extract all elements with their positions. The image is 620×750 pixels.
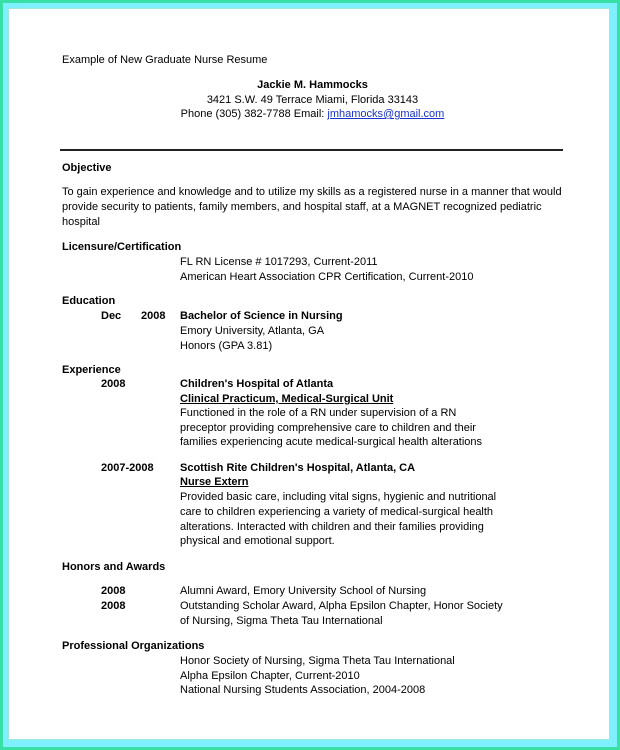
objective-heading: Objective — [62, 162, 112, 174]
candidate-name: Jackie M. Hammocks — [257, 79, 368, 91]
job-description-line: preceptor providing comprehensive care to children and their — [180, 422, 476, 434]
licensure-heading: Licensure/Certification — [62, 241, 182, 253]
header-divider — [60, 149, 563, 151]
licensure-item: FL RN License # 1017293, Current-2011 — [180, 256, 378, 268]
email-link[interactable]: jmhamocks@gmail.com — [327, 108, 445, 120]
organizations-heading: Professional Organizations — [62, 640, 205, 652]
organization-item: Honor Society of Nursing, Sigma Theta Tau International — [180, 655, 455, 667]
education-degree: Bachelor of Science in Nursing — [180, 310, 343, 322]
award-line: of Nursing, Sigma Theta Tau International — [180, 615, 383, 627]
job-date: 2008 — [101, 378, 126, 390]
education-year: 2008 — [141, 310, 166, 322]
job-role: Clinical Practicum, Medical-Surgical Unit — [180, 393, 394, 405]
job-organization: Scottish Rite Children's Hospital, Atlanta, CA — [180, 462, 416, 474]
document-title: Example of New Graduate Nurse Resume — [62, 54, 268, 66]
licensure-item: American Heart Association CPR Certification, Current-2010 — [180, 271, 474, 283]
education-school: Emory University, Atlanta, GA — [180, 325, 325, 337]
job-description-line: Provided basic care, including vital signs, hygienic and nutritional — [180, 491, 497, 503]
job-description-line: Functioned in the role of a RN under supervision of a RN — [180, 407, 457, 419]
candidate-address: 3421 S.W. 49 Terrace Miami, Florida 33143 — [206, 94, 419, 106]
award-line: Alumni Award, Emory University School of Nursing — [180, 585, 427, 597]
award-year: 2008 — [101, 600, 126, 612]
award-line: Outstanding Scholar Award, Alpha Epsilon Chapter, Honor Society — [180, 600, 503, 612]
education-month: Dec — [101, 310, 122, 322]
objective-text: To gain experience and knowledge and to utilize my skills as a registered nurse in a manner that would provide security to patients, family members, and hospital staff, at a MAGNET recognized pediatric hospital — [62, 186, 562, 228]
job-description-line: care to children experiencing a variety of medical-surgical health — [180, 506, 494, 518]
award-year: 2008 — [101, 585, 126, 597]
honors-heading: Honors and Awards — [62, 561, 166, 573]
job-organization: Children's Hospital of Atlanta — [180, 378, 334, 390]
organization-item: National Nursing Students Association, 2004-2008 — [180, 684, 426, 696]
contact-line — [60, 107, 565, 122]
job-description-line: families experiencing acute medical-surgical health alterations — [180, 436, 483, 448]
job-description-line: alterations. Interacted with children and their families providing — [180, 521, 484, 533]
organization-item: Alpha Epsilon Chapter, Current-2010 — [180, 670, 360, 682]
job-date: 2007-2008 — [101, 462, 154, 474]
job-role: Nurse Extern — [180, 476, 249, 488]
experience-heading: Experience — [62, 364, 121, 376]
education-heading: Education — [62, 295, 116, 307]
job-description-line: physical and emotional support. — [180, 535, 335, 547]
phone-text: Phone (305) 382-7788 Email: — [180, 108, 328, 120]
education-honors: Honors (GPA 3.81) — [180, 340, 273, 352]
